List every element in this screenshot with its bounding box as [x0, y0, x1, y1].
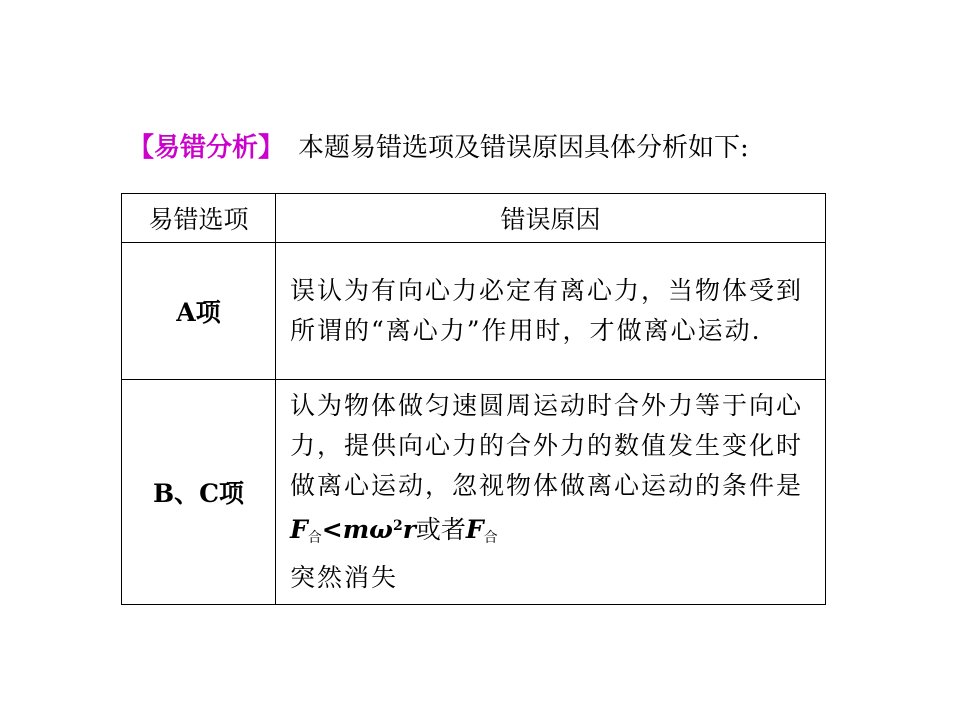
- analysis-tag: 【易错分析】: [128, 133, 285, 163]
- formula-exponent: 2: [392, 518, 403, 534]
- reason-cell: [276, 380, 826, 605]
- table-row: [122, 243, 826, 380]
- table-row: [122, 380, 826, 605]
- reason-text-before: 认为物体做匀速圆周运动时合外力等于向心力，提供向心力的合外力的数值发生变化时做离心运动，忽视物体做离心运动的条件是: [290, 391, 804, 500]
- formula-or: 或者: [415, 515, 466, 544]
- header-reason: 错误原因: [276, 194, 826, 243]
- table-header-row: [122, 194, 826, 243]
- formula-m-omega: mω: [342, 515, 393, 544]
- header-option: 易错选项: [122, 194, 276, 243]
- formula-force: F: [290, 515, 308, 544]
- analysis-heading: [128, 128, 918, 168]
- option-cell: A项: [122, 243, 276, 380]
- analysis-intro: 本题易错选项及错误原因具体分析如下:: [298, 133, 749, 163]
- formula-radius: r: [402, 515, 416, 544]
- formula-force-2-subscript: 合: [483, 530, 498, 546]
- error-analysis-table: [121, 193, 826, 605]
- condition-formula: [290, 515, 498, 544]
- formula-less-than: <: [321, 515, 343, 544]
- reason-cell: 误认为有向心力必定有离心力，当物体受到所谓的“离心力”作用时，才做离心运动.: [276, 243, 826, 380]
- formula-force-subscript: 合: [307, 530, 322, 546]
- formula-force-2: F: [465, 515, 484, 544]
- reason-text-after: 突然消失: [290, 563, 399, 592]
- option-cell: B、C项: [122, 380, 276, 605]
